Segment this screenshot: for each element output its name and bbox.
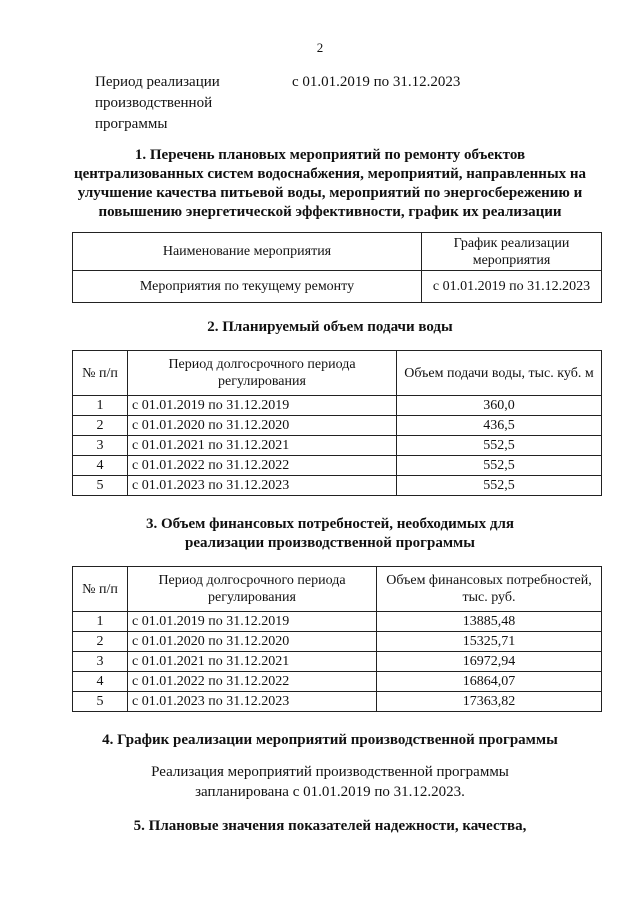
row-num: 2 [73,416,128,436]
col-header-num: № п/п [73,351,128,396]
table-row [73,271,602,303]
activity-schedule: с 01.01.2019 по 31.12.2023 [422,271,602,303]
row-period: с 01.01.2022 по 31.12.2022 [128,672,377,692]
section1-title-line: централизованных систем водоснабжения, мероприятий, направленных на [73,166,587,182]
col-header-value: Объем финансовых потребностей, тыс. руб. [377,567,602,612]
period-value: с 01.01.2019 по 31.12.2023 [292,74,461,90]
row-num: 3 [73,652,128,672]
section4-text [60,762,600,802]
financial-needs-table [72,566,602,712]
row-num: 5 [73,692,128,712]
section3-title-line: 3. Объем финансовых потребностей, необходимых для [145,516,515,532]
row-num: 5 [73,476,128,496]
row-value: 360,0 [397,396,602,416]
water-volume-table [72,350,602,496]
section4-title: 4. График реализации мероприятий производственной программы [102,732,558,748]
table-header-row [73,233,602,271]
row-period: с 01.01.2021 по 31.12.2021 [128,436,397,456]
section3-title [60,515,600,553]
row-period: с 01.01.2022 по 31.12.2022 [128,456,397,476]
section1-title [60,146,600,222]
row-num: 4 [73,672,128,692]
row-value: 436,5 [397,416,602,436]
table-row [73,456,602,476]
row-value: 16864,07 [377,672,602,692]
table-row [73,692,602,712]
row-period: с 01.01.2023 по 31.12.2023 [128,692,377,712]
row-value: 15325,71 [377,632,602,652]
col-header-activity: Наименование мероприятия [73,233,422,271]
row-period: с 01.01.2020 по 31.12.2020 [128,416,397,436]
row-period: с 01.01.2021 по 31.12.2021 [128,652,377,672]
table-row [73,652,602,672]
table-row [73,416,602,436]
row-period: с 01.01.2023 по 31.12.2023 [128,476,397,496]
table-row [73,632,602,652]
section4-text-line: Реализация мероприятий производственной программы [151,764,509,780]
col-header-num: № п/п [73,567,128,612]
row-num: 1 [73,396,128,416]
row-num: 4 [73,456,128,476]
table-row [73,612,602,632]
section1-title-line: повышению энергетической эффективности, график их реализации [98,204,562,220]
period-label-line: производственной [95,95,213,111]
col-header-schedule: График реализации мероприятия [422,233,602,271]
table-row [73,476,602,496]
table-row [73,672,602,692]
row-value: 552,5 [397,456,602,476]
table-header-row [73,567,602,612]
table-row [73,436,602,456]
col-header-period: Период долгосрочного периода регулирования [128,567,377,612]
section4-text-line: запланирована с 01.01.2019 по 31.12.2023. [195,784,465,800]
period-label-line: программы [95,116,168,132]
row-value: 16972,94 [377,652,602,672]
section1-title-line: улучшение качества питьевой воды, мероприятий по энергосбережению и [77,185,583,201]
row-period: с 01.01.2020 по 31.12.2020 [128,632,377,652]
table-row [73,396,602,416]
section3-title-line: реализации производственной программы [185,535,475,551]
section5-title: 5. Плановые значения показателей надежности, качества, [133,818,527,834]
row-num: 1 [73,612,128,632]
row-num: 3 [73,436,128,456]
activity-name: Мероприятия по текущему ремонту [73,271,422,303]
period-label-line: Период реализации [95,74,220,90]
section2-title: 2. Планируемый объем подачи воды [207,319,453,335]
col-header-period: Период долгосрочного периода регулирования [128,351,397,396]
activities-table [72,232,602,303]
period-label [95,72,275,135]
table-header-row [73,351,602,396]
section1-title-line: 1. Перечень плановых мероприятий по ремонту объектов [134,147,526,163]
row-period: с 01.01.2019 по 31.12.2019 [128,612,377,632]
row-period: с 01.01.2019 по 31.12.2019 [128,396,397,416]
row-value: 13885,48 [377,612,602,632]
row-num: 2 [73,632,128,652]
col-header-value: Объем подачи воды, тыс. куб. м [397,351,602,396]
row-value: 552,5 [397,436,602,456]
row-value: 17363,82 [377,692,602,712]
row-value: 552,5 [397,476,602,496]
page-number: 2 [316,40,324,55]
